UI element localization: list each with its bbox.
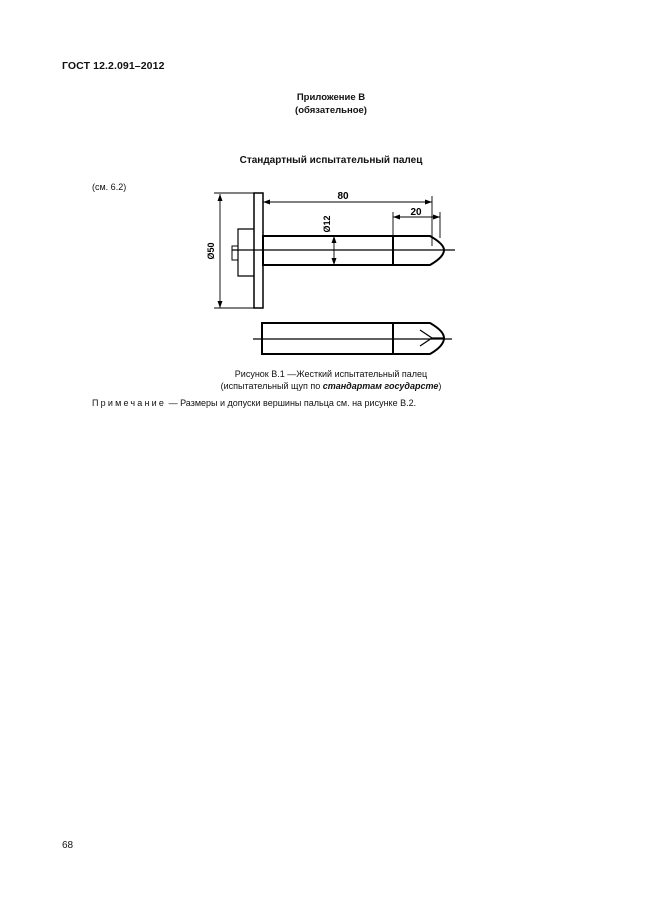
- finger-tip-slot: [420, 330, 444, 346]
- figure-caption-line2: (испытательный щуп по стандартам государсте): [220, 381, 442, 391]
- note: [92, 398, 416, 408]
- note-label: Примечание: [92, 398, 167, 408]
- handle-step: [232, 246, 238, 260]
- handle-stub: [238, 229, 254, 276]
- dim-50-label: Ø50: [206, 242, 216, 260]
- annex-title: Приложение В: [296, 92, 366, 103]
- note-text: — Размеры и допуски вершины пальца см. на рисунке В.2.: [166, 398, 417, 408]
- annex-type: (обязательное): [295, 105, 367, 116]
- dim-12-label: Ø12: [322, 215, 332, 233]
- dim-80-label: 80: [337, 191, 349, 202]
- section-title: Стандартный испытательный палец: [239, 155, 423, 166]
- figure-caption-line1: Рисунок В.1 —Жесткий испытательный палец: [234, 369, 428, 379]
- caption-emphasis: стандартам государсте: [322, 381, 439, 391]
- dim-20-label: 20: [410, 207, 422, 218]
- page-number: 68: [62, 840, 74, 851]
- section-reference: (см. 6.2): [92, 182, 127, 192]
- standard-number: ГОСТ 12.2.091–2012: [62, 60, 165, 72]
- figure-caption: [0, 368, 646, 392]
